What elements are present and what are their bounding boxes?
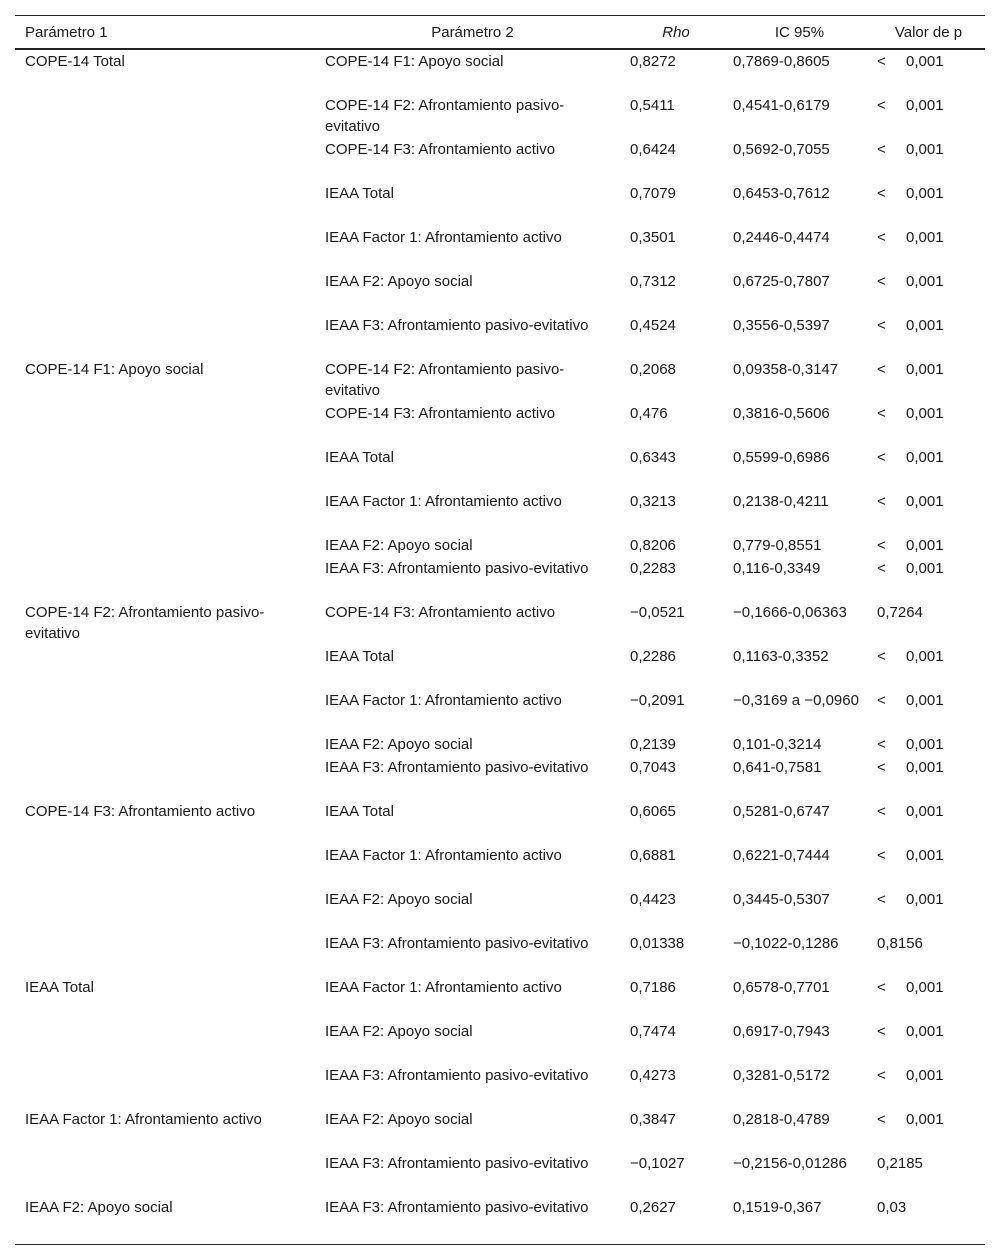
cell-ic-95: 0,6221-0,7444: [733, 847, 830, 864]
cell-valor-p: [872, 402, 985, 446]
p-value: 0,001: [906, 891, 944, 908]
cell-parametro-1: [15, 490, 320, 534]
cell-ic-95: 0,7869-0,8605: [733, 53, 830, 70]
cell-ic-95: −0,2156-0,01286: [733, 1155, 847, 1172]
cell-parametro-2: IEAA Factor 1: Afrontamiento activo: [325, 979, 562, 996]
cell-parametro-2: IEAA Factor 1: Afrontamiento activo: [325, 847, 562, 864]
cell-rho: 0,7186: [630, 979, 676, 996]
table-row: [15, 534, 985, 557]
cell-valor-p: [872, 226, 985, 270]
cell-parametro-2: IEAA Total: [325, 449, 394, 466]
cell-rho: 0,8272: [630, 53, 676, 70]
header-valor-p: Valor de p: [872, 16, 985, 50]
table-row: [15, 49, 985, 94]
table-row: [15, 446, 985, 490]
less-than-sign: <: [877, 803, 886, 820]
cell-rho: 0,8206: [630, 537, 676, 554]
cell-ic-95: 0,6917-0,7943: [733, 1023, 830, 1040]
cell-valor-p: [872, 844, 985, 888]
p-value: 0,001: [906, 141, 944, 158]
cell-ic-95: 0,5692-0,7055: [733, 141, 830, 158]
cell-ic-95: 0,2446-0,4474: [733, 229, 830, 246]
less-than-sign: <: [877, 273, 886, 290]
cell-ic-95: 0,2818-0,4789: [733, 1111, 830, 1128]
cell-rho: −0,1027: [630, 1155, 685, 1172]
cell-rho: 0,5411: [630, 97, 675, 114]
table-row: [15, 1196, 985, 1245]
cell-valor-p: [872, 446, 985, 490]
p-value: 0,001: [906, 97, 944, 114]
cell-parametro-2: COPE-14 F2: Afrontamiento pasivo-evitativo: [325, 361, 565, 399]
header-ic-95: IC 95%: [727, 16, 872, 50]
cell-parametro-1: [15, 182, 320, 226]
cell-parametro-1: [15, 844, 320, 888]
table-row: [15, 976, 985, 1020]
header-rho: Rho: [625, 16, 727, 50]
cell-rho: 0,7312: [630, 273, 676, 290]
cell-parametro-2: COPE-14 F3: Afrontamiento activo: [325, 141, 556, 158]
cell-ic-95: 0,779-0,8551: [733, 537, 822, 554]
table-row: [15, 756, 985, 800]
cell-valor-p: [872, 1196, 985, 1245]
cell-ic-95: 0,1163-0,3352: [733, 648, 829, 665]
p-value: 0,001: [906, 449, 944, 466]
cell-rho: 0,2627: [625, 1196, 727, 1245]
table-row: [15, 314, 985, 358]
cell-parametro-2: IEAA Total: [325, 185, 394, 202]
less-than-sign: <: [877, 692, 886, 709]
less-than-sign: <: [877, 1111, 886, 1128]
cell-valor-p: [872, 689, 985, 733]
cell-rho: 0,3847: [630, 1111, 676, 1128]
cell-ic-95: 0,101-0,3214: [733, 736, 822, 753]
cell-parametro-1: COPE-14 F1: Apoyo social: [25, 361, 204, 378]
cell-parametro-1: IEAA F2: Apoyo social: [15, 1196, 320, 1245]
p-value: 0,001: [906, 979, 944, 996]
table-row: [15, 557, 985, 601]
cell-rho: 0,2286: [630, 648, 676, 665]
p-value: 0,7264: [877, 604, 923, 621]
table-row: [15, 94, 985, 138]
cell-parametro-2: IEAA F3: Afrontamiento pasivo-evitativo: [325, 1067, 589, 1084]
less-than-sign: <: [877, 97, 886, 114]
cell-parametro-2: IEAA F3: Afrontamiento pasivo-evitativo: [325, 560, 589, 577]
cell-ic-95: 0,6453-0,7612: [733, 185, 830, 202]
cell-ic-95: 0,09358-0,3147: [733, 361, 839, 378]
table-row: [15, 601, 985, 645]
p-value: 0,001: [906, 847, 944, 864]
cell-rho: 0,4423: [630, 891, 676, 908]
less-than-sign: <: [877, 560, 886, 577]
p-value: 0,001: [906, 229, 944, 246]
cell-parametro-1: [15, 314, 320, 358]
cell-valor-p: [872, 1108, 985, 1152]
cell-rho: 0,6424: [630, 141, 676, 158]
cell-parametro-2: IEAA F2: Apoyo social: [325, 1111, 473, 1128]
table-row: [15, 138, 985, 182]
cell-valor-p: [872, 358, 985, 402]
p-value: 0,001: [906, 273, 944, 290]
p-value: 0,001: [906, 736, 944, 753]
less-than-sign: <: [877, 405, 886, 422]
less-than-sign: <: [877, 53, 886, 70]
table-body: [15, 49, 985, 1245]
cell-rho: 0,7474: [630, 1023, 676, 1040]
less-than-sign: <: [877, 736, 886, 753]
p-value: 0,001: [906, 361, 944, 378]
less-than-sign: <: [877, 648, 886, 665]
cell-ic-95: 0,2138-0,4211: [733, 493, 829, 510]
cell-valor-p: [872, 1064, 985, 1108]
cell-ic-95: 0,641-0,7581: [733, 759, 822, 776]
table-row: [15, 490, 985, 534]
cell-parametro-1: [15, 94, 320, 138]
cell-valor-p: [872, 534, 985, 557]
cell-parametro-2: IEAA F2: Apoyo social: [325, 273, 473, 290]
cell-valor-p: [872, 94, 985, 138]
cell-parametro-2: IEAA F2: Apoyo social: [325, 537, 473, 554]
table-row: [15, 402, 985, 446]
cell-valor-p: [872, 756, 985, 800]
cell-rho: 0,6065: [630, 803, 676, 820]
cell-parametro-1: [15, 645, 320, 689]
cell-parametro-2: IEAA F2: Apoyo social: [325, 891, 473, 908]
cell-parametro-2: COPE-14 F3: Afrontamiento activo: [325, 405, 556, 422]
cell-ic-95: 0,6725-0,7807: [733, 273, 830, 290]
cell-ic-95: 0,4541-0,6179: [733, 97, 830, 114]
table-row: [15, 645, 985, 689]
cell-rho: 0,4273: [630, 1067, 676, 1084]
less-than-sign: <: [877, 361, 886, 378]
cell-parametro-2: IEAA F2: Apoyo social: [325, 1023, 473, 1040]
cell-rho: 0,476: [630, 405, 668, 422]
cell-rho: −0,2091: [630, 692, 685, 709]
cell-parametro-2: IEAA F2: Apoyo social: [325, 736, 473, 753]
cell-ic-95: 0,3445-0,5307: [733, 891, 830, 908]
p-value: 0,001: [906, 405, 944, 422]
cell-parametro-2: IEAA Factor 1: Afrontamiento activo: [325, 493, 562, 510]
less-than-sign: <: [877, 979, 886, 996]
cell-parametro-1: [15, 446, 320, 490]
cell-parametro-2: COPE-14 F1: Apoyo social: [325, 53, 504, 70]
cell-ic-95: 0,1519-0,367: [727, 1196, 872, 1245]
cell-valor-p: [872, 270, 985, 314]
table-header: [15, 16, 985, 50]
cell-parametro-1: COPE-14 Total: [25, 53, 125, 70]
p-value: 0,001: [906, 1111, 944, 1128]
p-value: 0,001: [906, 560, 944, 577]
cell-parametro-2: IEAA F3: Afrontamiento pasivo-evitativo: [325, 759, 589, 776]
p-value: 0,001: [906, 317, 944, 334]
less-than-sign: <: [877, 229, 886, 246]
cell-ic-95: 0,3816-0,5606: [733, 405, 830, 422]
cell-valor-p: [872, 888, 985, 932]
cell-rho: 0,3213: [630, 493, 676, 510]
cell-parametro-2: IEAA F3: Afrontamiento pasivo-evitativo: [320, 1196, 625, 1245]
cell-parametro-2: COPE-14 F2: Afrontamiento pasivo-evitativo: [325, 97, 565, 135]
cell-valor-p: [872, 557, 985, 601]
table-row: [15, 800, 985, 844]
cell-ic-95: 0,116-0,3349: [733, 560, 821, 577]
p-value: 0,001: [906, 648, 944, 665]
cell-valor-p: [872, 932, 985, 976]
cell-parametro-1: [15, 1152, 320, 1196]
cell-valor-p: [872, 182, 985, 226]
table-row: [15, 270, 985, 314]
cell-parametro-2: IEAA Total: [325, 648, 394, 665]
less-than-sign: <: [877, 537, 886, 554]
cell-parametro-1: [15, 402, 320, 446]
p-value: 0,001: [906, 759, 944, 776]
table-row: [15, 733, 985, 756]
cell-parametro-2: COPE-14 F3: Afrontamiento activo: [325, 604, 556, 621]
less-than-sign: <: [877, 1023, 886, 1040]
cell-valor-p: [872, 490, 985, 534]
p-value: 0,001: [906, 803, 944, 820]
p-value: 0,001: [906, 1067, 944, 1084]
cell-ic-95: 0,3281-0,5172: [733, 1067, 830, 1084]
correlation-table: [15, 15, 985, 1245]
cell-rho: 0,2139: [630, 736, 676, 753]
cell-parametro-1: IEAA Factor 1: Afrontamiento activo: [25, 1111, 262, 1128]
cell-ic-95: 0,3556-0,5397: [733, 317, 830, 334]
cell-rho: 0,01338: [630, 935, 685, 952]
cell-ic-95: −0,1666-0,06363: [733, 604, 847, 621]
less-than-sign: <: [877, 141, 886, 158]
cell-valor-p: [872, 800, 985, 844]
cell-ic-95: −0,1022-0,1286: [733, 935, 839, 952]
p-value: 0,001: [906, 53, 944, 70]
table-row: [15, 689, 985, 733]
header-parametro-1: Parámetro 1: [15, 16, 320, 50]
cell-parametro-1: [15, 756, 320, 800]
p-value: 0,001: [906, 185, 944, 202]
less-than-sign: <: [877, 185, 886, 202]
table-row: [15, 358, 985, 402]
p-value: 0,03: [877, 1199, 907, 1216]
cell-rho: 0,3501: [630, 229, 676, 246]
cell-parametro-1: [15, 226, 320, 270]
table-row: [15, 182, 985, 226]
cell-valor-p: [872, 976, 985, 1020]
cell-parametro-1: [15, 534, 320, 557]
cell-parametro-1: [15, 932, 320, 976]
cell-valor-p: [872, 314, 985, 358]
cell-valor-p: [872, 138, 985, 182]
header-row: [15, 16, 985, 50]
cell-rho: 0,4524: [630, 317, 676, 334]
cell-valor-p: [872, 733, 985, 756]
cell-ic-95: −0,3169 a −0,0960: [733, 692, 859, 709]
cell-parametro-2: IEAA Factor 1: Afrontamiento activo: [325, 229, 562, 246]
less-than-sign: <: [877, 317, 886, 334]
cell-parametro-1: COPE-14 F2: Afrontamiento pasivo-evitativo: [25, 604, 265, 642]
cell-valor-p: [872, 1020, 985, 1064]
table-row: [15, 888, 985, 932]
less-than-sign: <: [877, 759, 886, 776]
table-row: [15, 1108, 985, 1152]
cell-rho: 0,7079: [630, 185, 676, 202]
p-value: 0,8156: [877, 935, 923, 952]
less-than-sign: <: [877, 1067, 886, 1084]
cell-parametro-1: [15, 1020, 320, 1064]
less-than-sign: <: [877, 449, 886, 466]
p-value: 0,2185: [877, 1155, 923, 1172]
cell-rho: 0,6343: [630, 449, 676, 466]
cell-parametro-2: IEAA Factor 1: Afrontamiento activo: [325, 692, 562, 709]
cell-parametro-1: [15, 270, 320, 314]
table-row: [15, 1064, 985, 1108]
cell-parametro-1: [15, 557, 320, 601]
cell-parametro-1: [15, 138, 320, 182]
less-than-sign: <: [877, 891, 886, 908]
cell-ic-95: 0,5599-0,6986: [733, 449, 830, 466]
cell-valor-p: [872, 601, 985, 645]
cell-valor-p: [872, 645, 985, 689]
cell-rho: 0,7043: [630, 759, 676, 776]
cell-parametro-2: IEAA F3: Afrontamiento pasivo-evitativo: [325, 1155, 589, 1172]
cell-parametro-1: [15, 888, 320, 932]
cell-valor-p: [872, 49, 985, 94]
table-row: [15, 1152, 985, 1196]
p-value: 0,001: [906, 1023, 944, 1040]
cell-parametro-2: IEAA Total: [325, 803, 394, 820]
cell-ic-95: 0,6578-0,7701: [733, 979, 830, 996]
cell-parametro-1: [15, 733, 320, 756]
table-row: [15, 1020, 985, 1064]
cell-parametro-2: IEAA F3: Afrontamiento pasivo-evitativo: [325, 935, 589, 952]
cell-parametro-1: COPE-14 F3: Afrontamiento activo: [25, 803, 256, 820]
p-value: 0,001: [906, 692, 944, 709]
p-value: 0,001: [906, 537, 944, 554]
less-than-sign: <: [877, 847, 886, 864]
cell-ic-95: 0,5281-0,6747: [733, 803, 830, 820]
cell-parametro-1: IEAA Total: [25, 979, 94, 996]
cell-parametro-2: IEAA F3: Afrontamiento pasivo-evitativo: [325, 317, 589, 334]
less-than-sign: <: [877, 493, 886, 510]
cell-parametro-1: [15, 689, 320, 733]
cell-rho: 0,2068: [630, 361, 676, 378]
p-value: 0,001: [906, 493, 944, 510]
cell-valor-p: [872, 1152, 985, 1196]
table-row: [15, 226, 985, 270]
cell-parametro-1: [15, 1064, 320, 1108]
cell-rho: −0,0521: [630, 604, 685, 621]
header-parametro-2: Parámetro 2: [320, 16, 625, 50]
table-row: [15, 844, 985, 888]
table-row: [15, 932, 985, 976]
cell-rho: 0,6881: [630, 847, 676, 864]
cell-rho: 0,2283: [630, 560, 676, 577]
